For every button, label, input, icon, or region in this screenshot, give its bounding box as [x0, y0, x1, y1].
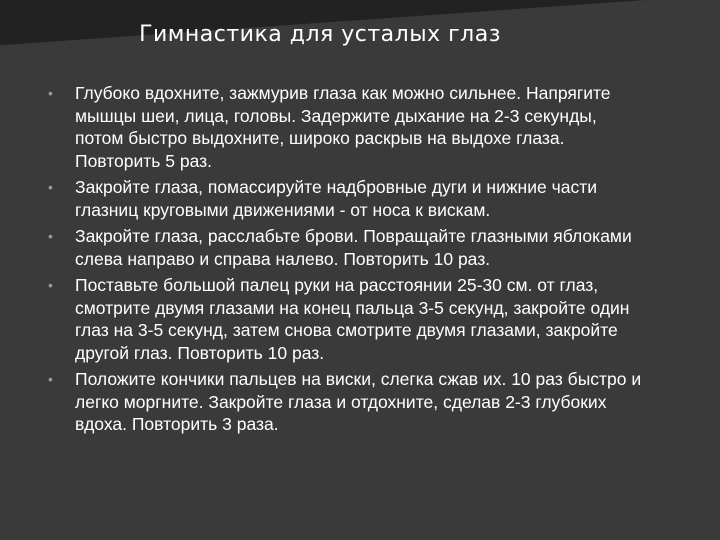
bullet-icon: •: [48, 179, 53, 195]
list-item-text: Глубоко вдохните, зажмурив глаза как можно сильнее. Напрягите мышцы шеи, лица, головы. Задержите дыхание на 2-3 секунды, потом быстро выдохните, широко раскрыв на выдохе глаза. Повторить 5 раз.: [75, 83, 611, 171]
list-item-text: Закройте глаза, помассируйте надбровные дуги и нижние части глазниц круговыми движениями - от носа к вискам.: [75, 177, 597, 220]
bullet-icon: •: [48, 85, 53, 101]
list-item-text: Поставьте большой палец руки на расстоянии 25-30 см. от глаз, смотрите двумя глазами на конец пальца 3-5 секунд, закройте один глаз на 3-5 секунд, затем снова смотрите двумя глазами, закройте другой глаз. Повторить 10 раз.: [75, 275, 630, 363]
bullet-icon: •: [48, 371, 53, 387]
list-item: [48, 225, 648, 270]
list-item-text: Закройте глаза, расслабьте брови. Повращайте глазными яблоками слева направо и справа налево. Повторить 10 раз.: [75, 226, 632, 269]
list-item-text: Положите кончики пальцев на виски, слегка сжав их. 10 раз быстро и легко моргните. Закройте глаза и отдохните, сделав 2-3 глубоких вдоха. Повторить 3 раза.: [75, 369, 642, 434]
list-item: [48, 176, 648, 221]
slide-title: Гимнастика для усталых глаз: [139, 22, 501, 47]
list-item: [48, 274, 648, 364]
list-item: [48, 368, 648, 436]
bullet-icon: •: [48, 228, 53, 244]
bullet-list: [48, 82, 648, 440]
list-item: [48, 82, 648, 172]
bullet-icon: •: [48, 277, 53, 293]
